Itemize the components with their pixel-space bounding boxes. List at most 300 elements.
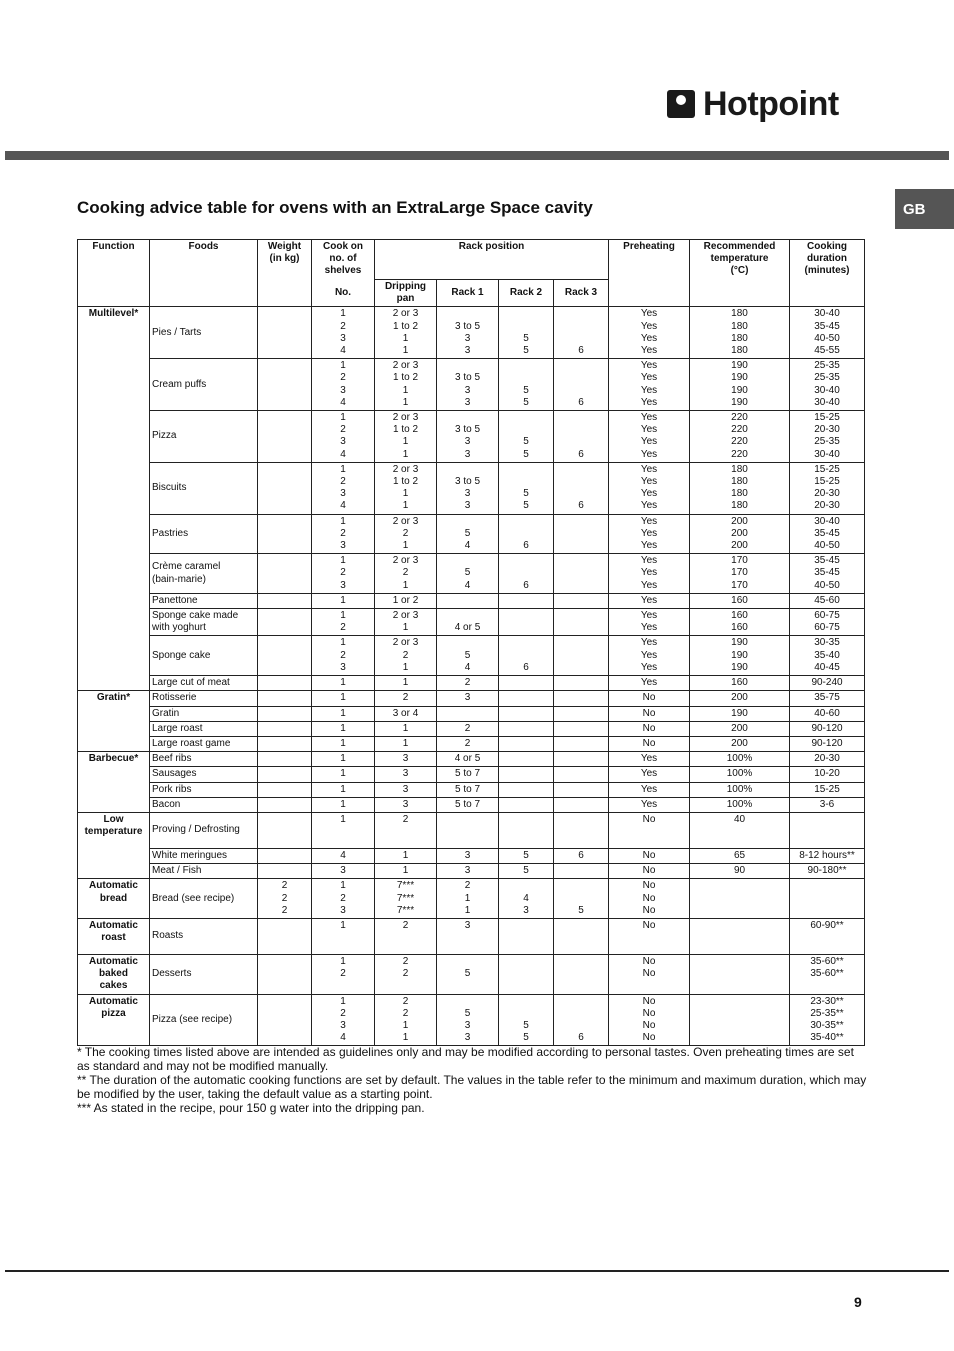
dripping-pan-cell: 1	[375, 848, 437, 863]
rack2-cell	[499, 721, 554, 736]
weight-cell	[258, 307, 312, 359]
duration-cell: 30-40 35-45 40-50 45-55	[790, 307, 865, 359]
food-cell: Desserts	[150, 954, 258, 994]
preheating-cell: No	[609, 736, 690, 751]
weight-cell	[258, 721, 312, 736]
function-cell: Gratin*	[78, 691, 150, 752]
rack2-cell	[499, 706, 554, 721]
table-row	[78, 918, 865, 954]
temperature-cell: 220 220 220 220	[690, 411, 790, 463]
weight-cell	[258, 812, 312, 848]
weight-cell: 2 2 2	[258, 879, 312, 919]
rack1-cell: 3 to 5 3 3	[437, 411, 499, 463]
rack3-cell	[554, 636, 609, 676]
rack2-cell: 5 5	[499, 411, 554, 463]
rack3-cell	[554, 812, 609, 848]
food-cell: Pizza (see recipe)	[150, 994, 258, 1046]
duration-cell: 8-12 hours**	[790, 848, 865, 863]
weight-cell	[258, 636, 312, 676]
shelves-cell: 1 2	[312, 609, 375, 636]
temperature-cell: 40	[690, 812, 790, 848]
rack2-cell	[499, 797, 554, 812]
food-cell: Panettone	[150, 593, 258, 608]
rack1-cell: 3 to 5 3 3	[437, 359, 499, 411]
food-cell: Beef ribs	[150, 752, 258, 767]
weight-cell	[258, 954, 312, 994]
rack1-cell: 5	[437, 954, 499, 994]
rack1-cell: 2 1 1	[437, 879, 499, 919]
weight-cell	[258, 752, 312, 767]
rack1-cell: 2	[437, 676, 499, 691]
shelves-cell: 1	[312, 797, 375, 812]
rack2-cell: 5	[499, 864, 554, 879]
preheating-cell: Yes Yes Yes	[609, 514, 690, 554]
duration-cell: 20-30	[790, 752, 865, 767]
weight-cell	[258, 848, 312, 863]
preheating-cell: Yes Yes Yes Yes	[609, 307, 690, 359]
rack3-cell	[554, 752, 609, 767]
temperature-cell: 100%	[690, 752, 790, 767]
rack1-cell	[437, 593, 499, 608]
weight-cell	[258, 918, 312, 954]
rack2-cell	[499, 736, 554, 751]
shelves-cell: 1	[312, 706, 375, 721]
food-cell: Proving / Defrosting	[150, 812, 258, 848]
table-row	[78, 706, 865, 721]
rack3-cell	[554, 736, 609, 751]
temperature-cell: 100%	[690, 782, 790, 797]
table-row	[78, 721, 865, 736]
preheating-cell: Yes	[609, 767, 690, 782]
duration-cell: 10-20	[790, 767, 865, 782]
rack1-cell: 3 to 5 3 3	[437, 307, 499, 359]
temperature-cell: 160	[690, 676, 790, 691]
shelves-cell: 3	[312, 864, 375, 879]
weight-cell	[258, 609, 312, 636]
preheating-cell: No	[609, 918, 690, 954]
header-dripping-pan: Dripping pan	[375, 280, 437, 307]
duration-cell: 35-45 35-45 40-50	[790, 554, 865, 594]
temperature-cell: 160 160	[690, 609, 790, 636]
table-row	[78, 554, 865, 594]
duration-cell: 60-75 60-75	[790, 609, 865, 636]
duration-cell	[790, 812, 865, 848]
shelves-cell: 1 2 3 4	[312, 359, 375, 411]
temperature-cell: 200	[690, 736, 790, 751]
function-cell: Barbecue*	[78, 752, 150, 813]
preheating-cell: Yes	[609, 782, 690, 797]
shelves-cell: 1 2 3 4	[312, 307, 375, 359]
dripping-pan-cell: 2 or 3 1 to 2 1 1	[375, 359, 437, 411]
weight-cell	[258, 554, 312, 594]
rack1-cell: 5 to 7	[437, 767, 499, 782]
footnote-3: *** As stated in the recipe, pour 150 g water into the dripping pan.	[77, 1101, 425, 1115]
temperature-cell	[690, 879, 790, 919]
dripping-pan-cell: 2 2 1 1	[375, 994, 437, 1046]
header-weight: Weight (in kg)	[258, 240, 312, 307]
food-cell: Large roast game	[150, 736, 258, 751]
shelves-cell: 1	[312, 691, 375, 706]
dripping-pan-cell: 3	[375, 767, 437, 782]
header-foods: Foods	[150, 240, 258, 307]
weight-cell	[258, 593, 312, 608]
preheating-cell: Yes Yes Yes Yes	[609, 411, 690, 463]
function-cell: Automatic baked cakes	[78, 954, 150, 994]
food-cell: Pizza	[150, 411, 258, 463]
header-cook-on: Cook on no. of shelves	[312, 240, 375, 280]
table-row	[78, 797, 865, 812]
weight-cell	[258, 706, 312, 721]
rack3-cell: 6	[554, 411, 609, 463]
rack1-cell: 5 4	[437, 636, 499, 676]
shelves-cell: 1	[312, 918, 375, 954]
rack2-cell: 5 5	[499, 462, 554, 514]
rack1-cell: 5 4	[437, 514, 499, 554]
preheating-cell: Yes	[609, 593, 690, 608]
table-row	[78, 691, 865, 706]
dripping-pan-cell: 2 or 3 1	[375, 609, 437, 636]
dripping-pan-cell: 1	[375, 721, 437, 736]
dripping-pan-cell: 1	[375, 676, 437, 691]
rack1-cell: 4 or 5	[437, 609, 499, 636]
temperature-cell: 190	[690, 706, 790, 721]
table-row	[78, 609, 865, 636]
rack3-cell: 6	[554, 848, 609, 863]
hotpoint-logo-icon	[667, 90, 695, 118]
duration-cell: 15-25	[790, 782, 865, 797]
header-temperature: Recommended temperature (°C)	[690, 240, 790, 307]
dripping-pan-cell: 2	[375, 918, 437, 954]
table-row	[78, 782, 865, 797]
temperature-cell: 160	[690, 593, 790, 608]
footnotes	[77, 1045, 867, 1115]
food-cell: White meringues	[150, 848, 258, 863]
temperature-cell: 100%	[690, 767, 790, 782]
rack1-cell: 3 to 5 3 3	[437, 462, 499, 514]
preheating-cell: Yes Yes Yes Yes	[609, 359, 690, 411]
rack2-cell	[499, 812, 554, 848]
duration-cell: 15-25 20-30 25-35 30-40	[790, 411, 865, 463]
rack2-cell	[499, 752, 554, 767]
rack2-cell	[499, 593, 554, 608]
rack3-cell: 5	[554, 879, 609, 919]
preheating-cell: No	[609, 848, 690, 863]
duration-cell: 40-60	[790, 706, 865, 721]
temperature-cell: 180 180 180 180	[690, 307, 790, 359]
header-duration: Cooking duration (minutes)	[790, 240, 865, 307]
dripping-pan-cell: 2 2	[375, 954, 437, 994]
dripping-pan-cell: 2 or 3 1 to 2 1 1	[375, 462, 437, 514]
weight-cell	[258, 767, 312, 782]
table-row	[78, 767, 865, 782]
table-row	[78, 593, 865, 608]
duration-cell: 3-6	[790, 797, 865, 812]
food-cell: Cream puffs	[150, 359, 258, 411]
weight-cell	[258, 864, 312, 879]
table-body	[78, 307, 865, 1046]
temperature-cell	[690, 994, 790, 1046]
shelves-cell: 1	[312, 812, 375, 848]
header-preheating: Preheating	[609, 240, 690, 307]
food-cell: Sponge cake made with yoghurt	[150, 609, 258, 636]
temperature-cell: 200	[690, 691, 790, 706]
weight-cell	[258, 462, 312, 514]
temperature-cell	[690, 954, 790, 994]
temperature-cell: 200 200 200	[690, 514, 790, 554]
rack2-cell: 4 3	[499, 879, 554, 919]
dripping-pan-cell: 2	[375, 812, 437, 848]
temperature-cell: 100%	[690, 797, 790, 812]
preheating-cell: No No	[609, 954, 690, 994]
weight-cell	[258, 736, 312, 751]
rack3-cell	[554, 767, 609, 782]
rack3-cell	[554, 593, 609, 608]
food-cell: Gratin	[150, 706, 258, 721]
duration-cell: 90-180**	[790, 864, 865, 879]
table-row	[78, 359, 865, 411]
table-row	[78, 636, 865, 676]
rack1-cell: 5 4	[437, 554, 499, 594]
function-cell: Automatic bread	[78, 879, 150, 919]
rack1-cell: 2	[437, 721, 499, 736]
rack1-cell	[437, 706, 499, 721]
dripping-pan-cell: 7*** 7*** 7***	[375, 879, 437, 919]
preheating-cell: Yes	[609, 676, 690, 691]
weight-cell	[258, 994, 312, 1046]
food-cell: Large cut of meat	[150, 676, 258, 691]
rack1-cell	[437, 812, 499, 848]
temperature-cell: 200	[690, 721, 790, 736]
duration-cell: 30-35 35-40 40-45	[790, 636, 865, 676]
shelves-cell: 1 2 3	[312, 636, 375, 676]
rack2-cell	[499, 676, 554, 691]
shelves-cell: 1 2 3	[312, 554, 375, 594]
table-row	[78, 848, 865, 863]
weight-cell	[258, 691, 312, 706]
shelves-cell: 4	[312, 848, 375, 863]
page-number: 9	[854, 1294, 862, 1310]
rack2-cell: 6	[499, 514, 554, 554]
rack2-cell: 6	[499, 636, 554, 676]
rack3-cell: 6	[554, 994, 609, 1046]
duration-cell: 15-25 15-25 20-30 20-30	[790, 462, 865, 514]
weight-cell	[258, 359, 312, 411]
table-row	[78, 954, 865, 994]
footer-divider	[5, 1270, 949, 1272]
duration-cell: 30-40 35-45 40-50	[790, 514, 865, 554]
preheating-cell: No	[609, 691, 690, 706]
dripping-pan-cell: 3 or 4	[375, 706, 437, 721]
food-cell: Crème caramel (bain-marie)	[150, 554, 258, 594]
header-rack3: Rack 3	[554, 280, 609, 307]
footnote-1: * The cooking times listed above are intended as guidelines only and may be modified according to personal tastes. Oven preheating times are set as standard and may not be modified manually.	[77, 1045, 854, 1073]
function-cell: Automatic pizza	[78, 994, 150, 1046]
duration-cell: 45-60	[790, 593, 865, 608]
preheating-cell: No No No	[609, 879, 690, 919]
brand-name: Hotpoint	[703, 85, 839, 123]
table-row	[78, 812, 865, 848]
table-row	[78, 864, 865, 879]
weight-cell	[258, 411, 312, 463]
rack2-cell	[499, 767, 554, 782]
dripping-pan-cell: 1	[375, 864, 437, 879]
duration-cell: 90-120	[790, 736, 865, 751]
rack3-cell	[554, 721, 609, 736]
table-row	[78, 676, 865, 691]
preheating-cell: No	[609, 812, 690, 848]
rack2-cell	[499, 954, 554, 994]
table-row	[78, 994, 865, 1046]
rack2-cell	[499, 782, 554, 797]
rack3-cell	[554, 954, 609, 994]
duration-cell: 60-90**	[790, 918, 865, 954]
header-rack-position: Rack position	[375, 240, 609, 280]
rack1-cell: 4 or 5	[437, 752, 499, 767]
duration-cell: 90-120	[790, 721, 865, 736]
function-cell: Automatic roast	[78, 918, 150, 954]
rack3-cell: 6	[554, 359, 609, 411]
food-cell: Sponge cake	[150, 636, 258, 676]
temperature-cell: 190 190 190 190	[690, 359, 790, 411]
food-cell: Bread (see recipe)	[150, 879, 258, 919]
weight-cell	[258, 797, 312, 812]
dripping-pan-cell: 2 or 3 1 to 2 1 1	[375, 307, 437, 359]
dripping-pan-cell: 2 or 3 1 to 2 1 1	[375, 411, 437, 463]
shelves-cell: 1 2 3	[312, 514, 375, 554]
header-no: No.	[312, 280, 375, 307]
rack2-cell: 5	[499, 848, 554, 863]
food-cell: Bacon	[150, 797, 258, 812]
rack2-cell	[499, 691, 554, 706]
duration-cell	[790, 879, 865, 919]
food-cell: Pork ribs	[150, 782, 258, 797]
food-cell: Pastries	[150, 514, 258, 554]
rack3-cell: 6	[554, 462, 609, 514]
shelves-cell: 1	[312, 721, 375, 736]
shelves-cell: 1	[312, 736, 375, 751]
dripping-pan-cell: 2 or 3 2 1	[375, 636, 437, 676]
shelves-cell: 1	[312, 593, 375, 608]
rack3-cell	[554, 797, 609, 812]
header-rack1: Rack 1	[437, 280, 499, 307]
rack2-cell: 6	[499, 554, 554, 594]
duration-cell: 35-60** 35-60**	[790, 954, 865, 994]
shelves-cell: 1 2	[312, 954, 375, 994]
shelves-cell: 1 2 3 4	[312, 462, 375, 514]
duration-cell: 35-75	[790, 691, 865, 706]
rack3-cell	[554, 918, 609, 954]
table-row	[78, 736, 865, 751]
preheating-cell: No	[609, 721, 690, 736]
cooking-advice-table	[77, 239, 865, 1046]
rack1-cell: 3	[437, 864, 499, 879]
food-cell: Rotisserie	[150, 691, 258, 706]
dripping-pan-cell: 1 or 2	[375, 593, 437, 608]
page-title: Cooking advice table for ovens with an ExtraLarge Space cavity	[77, 198, 593, 217]
table-row	[78, 462, 865, 514]
function-cell: Multilevel*	[78, 307, 150, 691]
header-divider	[5, 151, 949, 160]
shelves-cell: 1 2 3	[312, 879, 375, 919]
shelves-cell: 1 2 3 4	[312, 994, 375, 1046]
dripping-pan-cell: 2 or 3 2 1	[375, 514, 437, 554]
rack3-cell: 6	[554, 307, 609, 359]
rack3-cell	[554, 554, 609, 594]
preheating-cell: Yes Yes	[609, 609, 690, 636]
rack3-cell	[554, 676, 609, 691]
shelves-cell: 1 2 3 4	[312, 411, 375, 463]
duration-cell: 90-240	[790, 676, 865, 691]
rack1-cell: 3	[437, 918, 499, 954]
rack2-cell: 5 5	[499, 359, 554, 411]
food-cell: Sausages	[150, 767, 258, 782]
shelves-cell: 1	[312, 782, 375, 797]
weight-cell	[258, 676, 312, 691]
preheating-cell: Yes	[609, 797, 690, 812]
rack1-cell: 5 to 7	[437, 782, 499, 797]
rack1-cell: 3	[437, 691, 499, 706]
rack1-cell: 5 3 3	[437, 994, 499, 1046]
shelves-cell: 1	[312, 752, 375, 767]
temperature-cell: 65	[690, 848, 790, 863]
shelves-cell: 1	[312, 767, 375, 782]
weight-cell	[258, 514, 312, 554]
language-tab: GB	[895, 189, 954, 229]
rack3-cell	[554, 706, 609, 721]
brand-logo	[667, 84, 839, 124]
table-row	[78, 307, 865, 359]
rack1-cell: 3	[437, 848, 499, 863]
footnote-2: ** The duration of the automatic cooking functions are set by default. The values in the table refer to the minimum and maximum duration, which may be modified by the user, taking the default value as a starting point.	[77, 1073, 867, 1101]
rack2-cell: 5 5	[499, 994, 554, 1046]
dripping-pan-cell: 3	[375, 752, 437, 767]
table-row	[78, 752, 865, 767]
shelves-cell: 1	[312, 676, 375, 691]
food-cell: Large roast	[150, 721, 258, 736]
preheating-cell: Yes	[609, 752, 690, 767]
temperature-cell: 90	[690, 864, 790, 879]
weight-cell	[258, 782, 312, 797]
preheating-cell: No	[609, 864, 690, 879]
rack2-cell: 5 5	[499, 307, 554, 359]
food-cell: Pies / Tarts	[150, 307, 258, 359]
rack1-cell: 5 to 7	[437, 797, 499, 812]
rack3-cell	[554, 782, 609, 797]
rack2-cell	[499, 609, 554, 636]
preheating-cell: No	[609, 706, 690, 721]
rack3-cell	[554, 691, 609, 706]
table-row	[78, 514, 865, 554]
dripping-pan-cell: 2	[375, 691, 437, 706]
dripping-pan-cell: 3	[375, 797, 437, 812]
food-cell: Meat / Fish	[150, 864, 258, 879]
preheating-cell: Yes Yes Yes Yes	[609, 462, 690, 514]
dripping-pan-cell: 2 or 3 2 1	[375, 554, 437, 594]
duration-cell: 25-35 25-35 30-40 30-40	[790, 359, 865, 411]
temperature-cell: 190 190 190	[690, 636, 790, 676]
food-cell: Roasts	[150, 918, 258, 954]
preheating-cell: No No No No	[609, 994, 690, 1046]
rack3-cell	[554, 514, 609, 554]
temperature-cell: 170 170 170	[690, 554, 790, 594]
duration-cell: 23-30** 25-35** 30-35** 35-40**	[790, 994, 865, 1046]
preheating-cell: Yes Yes Yes	[609, 554, 690, 594]
header-function: Function	[78, 240, 150, 307]
food-cell: Biscuits	[150, 462, 258, 514]
dripping-pan-cell: 1	[375, 736, 437, 751]
preheating-cell: Yes Yes Yes	[609, 636, 690, 676]
rack3-cell	[554, 864, 609, 879]
